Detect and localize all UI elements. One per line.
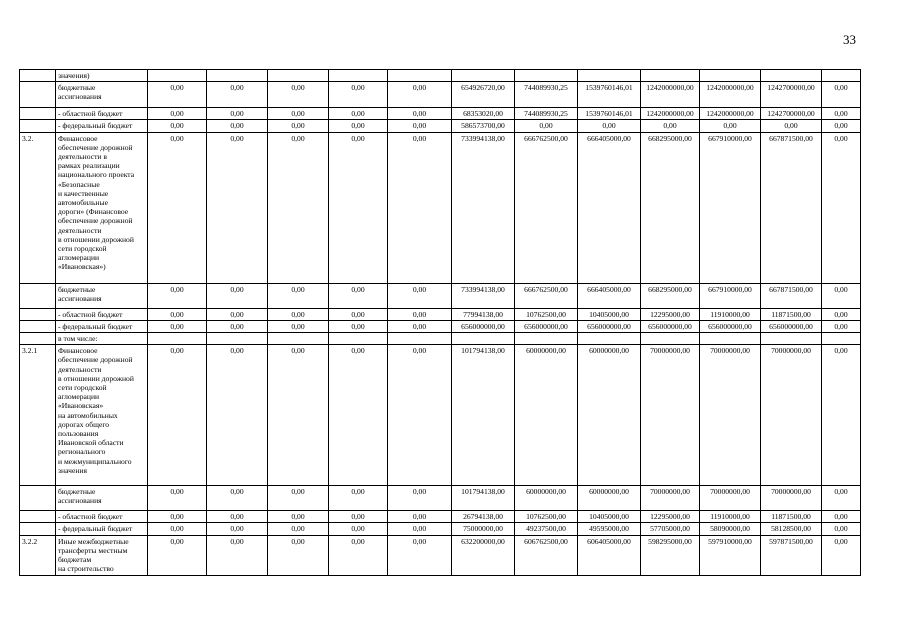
value-cell <box>641 70 700 82</box>
value-cell: 70000000,00 <box>641 345 700 486</box>
value-cell: 1242700000,00 <box>761 82 822 108</box>
value-cell <box>207 333 268 345</box>
value-cell <box>515 70 578 82</box>
value-cell: 0,00 <box>388 120 452 132</box>
value-cell: 0,00 <box>148 535 207 575</box>
value-cell: 11871500,00 <box>761 308 822 320</box>
table-row <box>20 535 861 575</box>
value-cell: 1242700000,00 <box>761 108 822 120</box>
value-cell: 60000000,00 <box>578 486 641 511</box>
value-cell <box>148 70 207 82</box>
value-cell: 0,00 <box>207 535 268 575</box>
page-number: 33 <box>843 32 856 47</box>
value-cell: 77994138,00 <box>452 308 515 320</box>
row-code-cell <box>20 108 56 120</box>
value-cell: 70000000,00 <box>641 486 700 511</box>
row-name-cell: - областной бюджет <box>56 108 148 120</box>
table-row <box>20 108 861 120</box>
value-cell: 606762500,00 <box>515 535 578 575</box>
value-cell: 10762500,00 <box>515 511 578 523</box>
row-name-cell: Иные межбюджетные трансферты местным бюджетам на строительство <box>56 535 148 575</box>
value-cell: 0,00 <box>329 320 388 332</box>
value-cell: 733994138,00 <box>452 283 515 308</box>
value-cell: 0,00 <box>388 283 452 308</box>
value-cell <box>700 70 761 82</box>
value-cell: 10762500,00 <box>515 308 578 320</box>
value-cell: 12295000,00 <box>641 511 700 523</box>
value-cell: 57705000,00 <box>641 523 700 535</box>
value-cell: 0,00 <box>822 511 861 523</box>
value-cell: 0,00 <box>329 511 388 523</box>
value-cell: 0,00 <box>822 535 861 575</box>
value-cell: 0,00 <box>329 283 388 308</box>
value-cell: 586573700,00 <box>452 120 515 132</box>
value-cell: 0,00 <box>515 120 578 132</box>
row-code-cell <box>20 333 56 345</box>
row-name-cell: - областной бюджет <box>56 308 148 320</box>
value-cell: 654926720,00 <box>452 82 515 108</box>
value-cell <box>148 333 207 345</box>
table-row <box>20 82 861 108</box>
value-cell: 0,00 <box>822 320 861 332</box>
value-cell: 1242000000,00 <box>641 108 700 120</box>
value-cell: 60000000,00 <box>515 486 578 511</box>
value-cell: 70000000,00 <box>761 486 822 511</box>
value-cell: 0,00 <box>388 108 452 120</box>
value-cell: 733994138,00 <box>452 132 515 283</box>
value-cell: 656000000,00 <box>515 320 578 332</box>
value-cell: 0,00 <box>822 82 861 108</box>
row-name-cell: - федеральный бюджет <box>56 523 148 535</box>
value-cell: 606405000,00 <box>578 535 641 575</box>
value-cell: 11871500,00 <box>761 511 822 523</box>
value-cell: 10405000,00 <box>578 308 641 320</box>
value-cell <box>578 333 641 345</box>
value-cell: 0,00 <box>207 511 268 523</box>
value-cell: 656000000,00 <box>452 320 515 332</box>
value-cell: 0,00 <box>641 120 700 132</box>
value-cell: 0,00 <box>268 120 329 132</box>
row-name-cell: бюджетные ассигнования <box>56 283 148 308</box>
value-cell: 0,00 <box>388 486 452 511</box>
value-cell: 0,00 <box>148 108 207 120</box>
value-cell: 0,00 <box>329 345 388 486</box>
value-cell <box>761 333 822 345</box>
table-row <box>20 511 861 523</box>
value-cell <box>822 70 861 82</box>
value-cell: 0,00 <box>268 320 329 332</box>
value-cell: 1539760146,01 <box>578 108 641 120</box>
value-cell: 0,00 <box>822 345 861 486</box>
value-cell: 597871500,00 <box>761 535 822 575</box>
value-cell: 0,00 <box>148 120 207 132</box>
value-cell: 0,00 <box>700 120 761 132</box>
value-cell: 667910000,00 <box>700 283 761 308</box>
row-name-cell: - областной бюджет <box>56 511 148 523</box>
value-cell: 0,00 <box>388 308 452 320</box>
value-cell: 0,00 <box>822 120 861 132</box>
value-cell: 744089930,25 <box>515 108 578 120</box>
value-cell: 666405000,00 <box>578 132 641 283</box>
table-row <box>20 70 861 82</box>
value-cell: 12295000,00 <box>641 308 700 320</box>
table-row <box>20 308 861 320</box>
value-cell: 656000000,00 <box>761 320 822 332</box>
value-cell: 0,00 <box>207 108 268 120</box>
value-cell: 1242000000,00 <box>700 108 761 120</box>
value-cell: 0,00 <box>268 82 329 108</box>
value-cell: 0,00 <box>268 523 329 535</box>
value-cell: 1242000000,00 <box>700 82 761 108</box>
value-cell: 0,00 <box>822 523 861 535</box>
value-cell: 11910000,00 <box>700 511 761 523</box>
value-cell: 101794138,00 <box>452 345 515 486</box>
value-cell: 666762500,00 <box>515 283 578 308</box>
row-code-cell <box>20 523 56 535</box>
value-cell: 597910000,00 <box>700 535 761 575</box>
value-cell: 70000000,00 <box>700 345 761 486</box>
budget-table <box>19 69 861 576</box>
value-cell: 0,00 <box>207 120 268 132</box>
value-cell: 0,00 <box>207 283 268 308</box>
value-cell <box>452 70 515 82</box>
row-name-cell: Финансовое обеспечение дорожной деятельности в отношении дорожной сети городской агломерации «Ивановская» на автомобильных дорогах общего пользования Ивановской области регионального и межмуниципального значения <box>56 345 148 486</box>
row-code-cell <box>20 82 56 108</box>
value-cell: 0,00 <box>388 345 452 486</box>
value-cell: 0,00 <box>268 108 329 120</box>
value-cell: 667871500,00 <box>761 283 822 308</box>
table-row <box>20 132 861 283</box>
value-cell: 0,00 <box>148 511 207 523</box>
value-cell: 656000000,00 <box>700 320 761 332</box>
value-cell: 0,00 <box>822 486 861 511</box>
table-row <box>20 320 861 332</box>
table-row <box>20 345 861 486</box>
value-cell <box>388 70 452 82</box>
value-cell: 0,00 <box>148 132 207 283</box>
value-cell: 58128500,00 <box>761 523 822 535</box>
value-cell: 0,00 <box>207 523 268 535</box>
value-cell: 0,00 <box>822 108 861 120</box>
value-cell: 70000000,00 <box>700 486 761 511</box>
value-cell: 656000000,00 <box>578 320 641 332</box>
table-row <box>20 486 861 511</box>
table-row <box>20 120 861 132</box>
value-cell: 70000000,00 <box>761 345 822 486</box>
value-cell: 0,00 <box>329 308 388 320</box>
value-cell <box>578 70 641 82</box>
value-cell: 0,00 <box>329 486 388 511</box>
value-cell: 49595000,00 <box>578 523 641 535</box>
row-name-cell: бюджетные ассигнования <box>56 486 148 511</box>
value-cell: 0,00 <box>148 308 207 320</box>
value-cell: 0,00 <box>761 120 822 132</box>
value-cell: 0,00 <box>578 120 641 132</box>
row-code-cell <box>20 511 56 523</box>
value-cell <box>329 333 388 345</box>
value-cell: 75000000,00 <box>452 523 515 535</box>
row-name-cell: бюджетные ассигнования <box>56 82 148 108</box>
value-cell <box>700 333 761 345</box>
row-name-cell: в том числе: <box>56 333 148 345</box>
value-cell: 598295000,00 <box>641 535 700 575</box>
value-cell: 11910000,00 <box>700 308 761 320</box>
table-row <box>20 333 861 345</box>
row-code-cell <box>20 120 56 132</box>
value-cell: 1242000000,00 <box>641 82 700 108</box>
value-cell <box>388 333 452 345</box>
value-cell: 0,00 <box>268 132 329 283</box>
value-cell: 667871500,00 <box>761 132 822 283</box>
budget-table-body <box>20 70 861 576</box>
value-cell <box>761 70 822 82</box>
value-cell: 0,00 <box>268 308 329 320</box>
value-cell <box>329 70 388 82</box>
value-cell: 0,00 <box>268 511 329 523</box>
value-cell: 0,00 <box>207 308 268 320</box>
row-name-cell: - федеральный бюджет <box>56 320 148 332</box>
row-code-cell <box>20 283 56 308</box>
value-cell: 656000000,00 <box>641 320 700 332</box>
value-cell: 0,00 <box>268 535 329 575</box>
value-cell: 0,00 <box>822 283 861 308</box>
value-cell: 0,00 <box>388 132 452 283</box>
value-cell: 0,00 <box>822 132 861 283</box>
value-cell <box>268 333 329 345</box>
value-cell <box>515 333 578 345</box>
value-cell: 667910000,00 <box>700 132 761 283</box>
value-cell: 0,00 <box>388 320 452 332</box>
value-cell: 0,00 <box>148 523 207 535</box>
table-row <box>20 283 861 308</box>
value-cell: 0,00 <box>268 486 329 511</box>
value-cell: 666762500,00 <box>515 132 578 283</box>
value-cell: 0,00 <box>148 486 207 511</box>
value-cell: 0,00 <box>329 82 388 108</box>
value-cell: 49237500,00 <box>515 523 578 535</box>
value-cell: 0,00 <box>388 511 452 523</box>
value-cell: 0,00 <box>207 320 268 332</box>
value-cell: 60000000,00 <box>515 345 578 486</box>
value-cell: 58090000,00 <box>700 523 761 535</box>
table-row <box>20 523 861 535</box>
value-cell: 0,00 <box>329 108 388 120</box>
value-cell: 0,00 <box>148 320 207 332</box>
value-cell <box>822 333 861 345</box>
value-cell: 10405000,00 <box>578 511 641 523</box>
value-cell: 0,00 <box>388 523 452 535</box>
value-cell: 0,00 <box>207 486 268 511</box>
row-name-cell: Финансовое обеспечение дорожной деятельности в рамках реализации национального проекта «Безопасные и качественные автомобильные дороги» (Финансовое обеспечение дорожной деятельности в отношении дорожной сети городской агломерации «Ивановская») <box>56 132 148 283</box>
row-code-cell <box>20 486 56 511</box>
value-cell: 101794138,00 <box>452 486 515 511</box>
row-code-cell: 3.2.1 <box>20 345 56 486</box>
value-cell: 0,00 <box>148 345 207 486</box>
row-code-cell: 3.2. <box>20 132 56 283</box>
value-cell: 26794138,00 <box>452 511 515 523</box>
value-cell: 0,00 <box>388 82 452 108</box>
value-cell: 0,00 <box>148 283 207 308</box>
value-cell: 0,00 <box>207 82 268 108</box>
value-cell: 0,00 <box>148 82 207 108</box>
row-code-cell: 3.2.2 <box>20 535 56 575</box>
row-name-cell: - федеральный бюджет <box>56 120 148 132</box>
value-cell: 668295000,00 <box>641 283 700 308</box>
row-code-cell <box>20 320 56 332</box>
value-cell: 666405000,00 <box>578 283 641 308</box>
value-cell: 744089930,25 <box>515 82 578 108</box>
row-name-cell: значения) <box>56 70 148 82</box>
value-cell: 0,00 <box>329 523 388 535</box>
value-cell: 68353020,00 <box>452 108 515 120</box>
value-cell: 60000000,00 <box>578 345 641 486</box>
value-cell <box>207 70 268 82</box>
row-code-cell <box>20 70 56 82</box>
value-cell: 0,00 <box>268 283 329 308</box>
row-code-cell <box>20 308 56 320</box>
value-cell <box>268 70 329 82</box>
value-cell: 0,00 <box>388 535 452 575</box>
value-cell <box>641 333 700 345</box>
value-cell: 1539760146,01 <box>578 82 641 108</box>
value-cell: 0,00 <box>329 535 388 575</box>
value-cell: 0,00 <box>329 120 388 132</box>
value-cell: 668295000,00 <box>641 132 700 283</box>
value-cell: 0,00 <box>268 345 329 486</box>
value-cell <box>452 333 515 345</box>
value-cell: 632200000,00 <box>452 535 515 575</box>
value-cell: 0,00 <box>207 345 268 486</box>
value-cell: 0,00 <box>329 132 388 283</box>
value-cell: 0,00 <box>207 132 268 283</box>
value-cell: 0,00 <box>822 308 861 320</box>
